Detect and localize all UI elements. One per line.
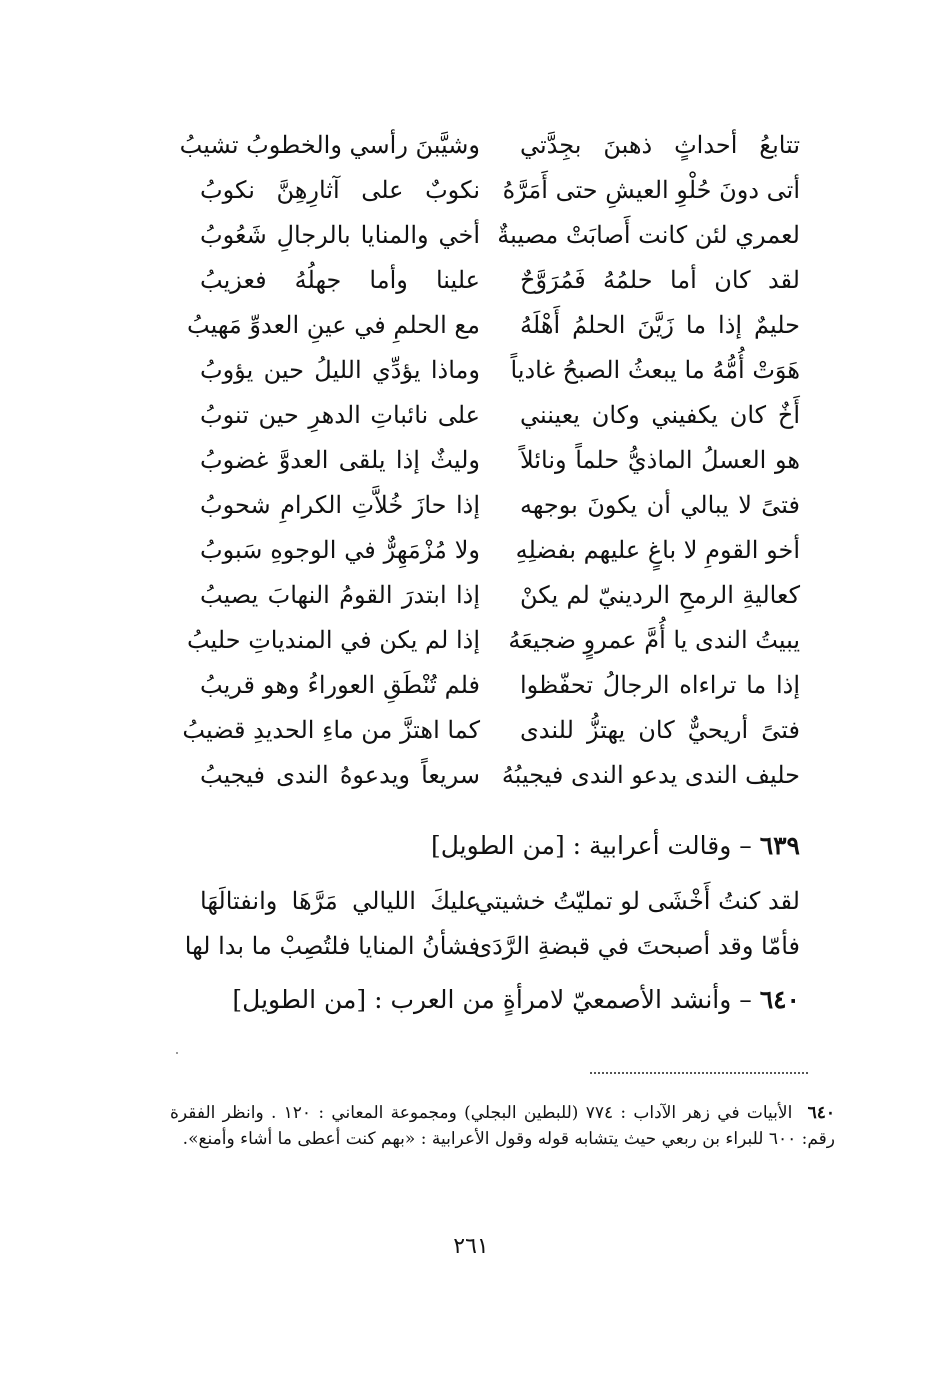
section-heading-639 (431, 826, 800, 866)
first-hemistich: أَخٌ كان يكفيني وكان يعينني (520, 400, 800, 429)
section-number: ٦٤٠ (759, 985, 800, 1014)
second-hemistich: مع الحلمِ في عينِ العدوِّ مَهيبُ (187, 310, 480, 339)
second-hemistich: أخي والمنايا بالرجالِ شَعُوبُ (200, 220, 480, 249)
first-hemistich: فتىً لا يبالي أن يكونَ بوجهه (520, 490, 800, 519)
second-hemistich: فشأنُ المنايا فلتُصِبْ ما بدا لها (184, 931, 480, 960)
first-hemistich: تتابعُ أحداثٍ ذهبنَ بجِدَّتي (520, 130, 800, 159)
first-hemistich: يبيتُ الندى يا أُمَّ عمروٍ ضجيعَهُ (508, 625, 800, 654)
footnote-separator (590, 1072, 808, 1074)
first-hemistich: كعاليةِ الرمحِ الردينيّ لم يكنْ (520, 580, 800, 609)
poem-one (179, 122, 800, 797)
section-heading-640 (232, 980, 800, 1020)
second-hemistich: ولا مُزْمَهِرٌّ في الوجوهِ سَبوبُ (200, 535, 480, 564)
verse-line (200, 878, 800, 923)
footnote-text: الأبيات في زهر الآداب : ٧٧٤ (للبطين البجلي) ومجموعة المعاني : ١٢٠ . وانظر الفقرة رقم: ٦٠٠ للبراء بن ربعي حيث يتشابه قوله وقول الأعرابية : «بهم كنت أعطى ما أشاء وأمنع». (170, 1103, 835, 1149)
verse-line (200, 437, 800, 482)
first-hemistich: فتىً أريحيٌّ كان يهتزُّ للندى (520, 715, 800, 744)
verse-line (200, 752, 800, 797)
verse-line (200, 392, 800, 437)
second-hemistich: وشيَّبنَ رأسي والخطوبُ تشيبُ (179, 130, 480, 159)
verse-line (184, 923, 800, 968)
second-hemistich: نكوبٌ على آثارِهِنَّ نكوبُ (200, 175, 480, 204)
second-hemistich: إذا حازَ خُلاَّتِ الكرامِ شحوبُ (200, 490, 480, 519)
second-hemistich: علينا وأما جهلُهُ فعزيبُ (200, 265, 480, 294)
second-hemistich: سريعاً ويدعوهُ الندى فيجيبُ (200, 760, 480, 789)
first-hemistich: أخو القومِ لا باغٍ عليهم بفضلِهِ (515, 535, 800, 564)
first-hemistich: لقد كان أما حلمُهُ فَمُرَوَّحٌ (520, 265, 800, 294)
print-speck (176, 1052, 178, 1054)
poem-two (184, 878, 800, 968)
verse-line (200, 572, 800, 617)
page-number: ٢٦١ (453, 1234, 489, 1259)
second-hemistich: إذا لم يكن في المندياتِ حليبُ (186, 625, 480, 654)
verse-line (200, 662, 800, 707)
first-hemistich: أتى دونَ حُلْوِ العيشِ حتى أَمَرَّهُ (502, 175, 800, 204)
verse-line (200, 527, 800, 572)
first-hemistich: إذا ما تراءاه الرجالُ تحفّظوا (520, 670, 800, 699)
verse-line (182, 707, 800, 752)
first-hemistich: فأمّا وقد أصبحتَ في قبضةِ الرَّدَى (473, 931, 800, 960)
first-hemistich: هَوَتْ أُمُّهُ ما يبعثُ الصبحُ غادياً (510, 355, 800, 384)
second-hemistich: على نائباتِ الدهرِ حين تنوبُ (200, 400, 480, 429)
footnote-number: ٦٤٠ (807, 1103, 836, 1123)
verse-line (200, 482, 800, 527)
second-hemistich: فلم تُنْطَقِ العوراءُ وهو قريبُ (200, 670, 480, 699)
first-hemistich: هو العسلُ الماذيُّ حلماً ونائلاً (520, 445, 800, 474)
first-hemistich: حليف الندى يدعو الندى فيجيبُهُ (501, 760, 800, 789)
verse-line (187, 302, 800, 347)
second-hemistich: عليكَ الليالي مَرَّهَا وانفتالَهَا (200, 886, 480, 915)
second-hemistich: وليثٌ إذا يلقى العدوَّ غضوبُ (200, 445, 480, 474)
section-title: – وأنشد الأصمعيّ لامرأةٍ من العرب : [من الطويل] (232, 985, 752, 1014)
second-hemistich: كما اهتزَّ من ماءِ الحديدِ قضيبُ (182, 715, 480, 744)
first-hemistich: لقد كنتُ أَخْشَى لو تمليّتُ خشيتي (474, 886, 800, 915)
first-hemistich: حليمٌ إذا ما زَيَّنَ الحلمُ أَهْلَهُ (520, 310, 800, 339)
footnote (170, 1100, 835, 1152)
verse-line (186, 617, 800, 662)
second-hemistich: إذا ابتدرَ القومُ النهابَ يصيبُ (200, 580, 480, 609)
verse-line (200, 347, 800, 392)
second-hemistich: وماذا يؤدِّي الليلُ حين يؤوبُ (200, 355, 480, 384)
first-hemistich: لعمري لئن كانت أَصابَتْ مصيبةٌ (497, 220, 800, 249)
verse-line (200, 167, 800, 212)
verse-line (200, 212, 800, 257)
verse-line (179, 122, 800, 167)
section-title: – وقالت أعرابية : [من الطويل] (430, 831, 752, 860)
section-number: ٦٣٩ (759, 831, 800, 860)
verse-line (200, 257, 800, 302)
